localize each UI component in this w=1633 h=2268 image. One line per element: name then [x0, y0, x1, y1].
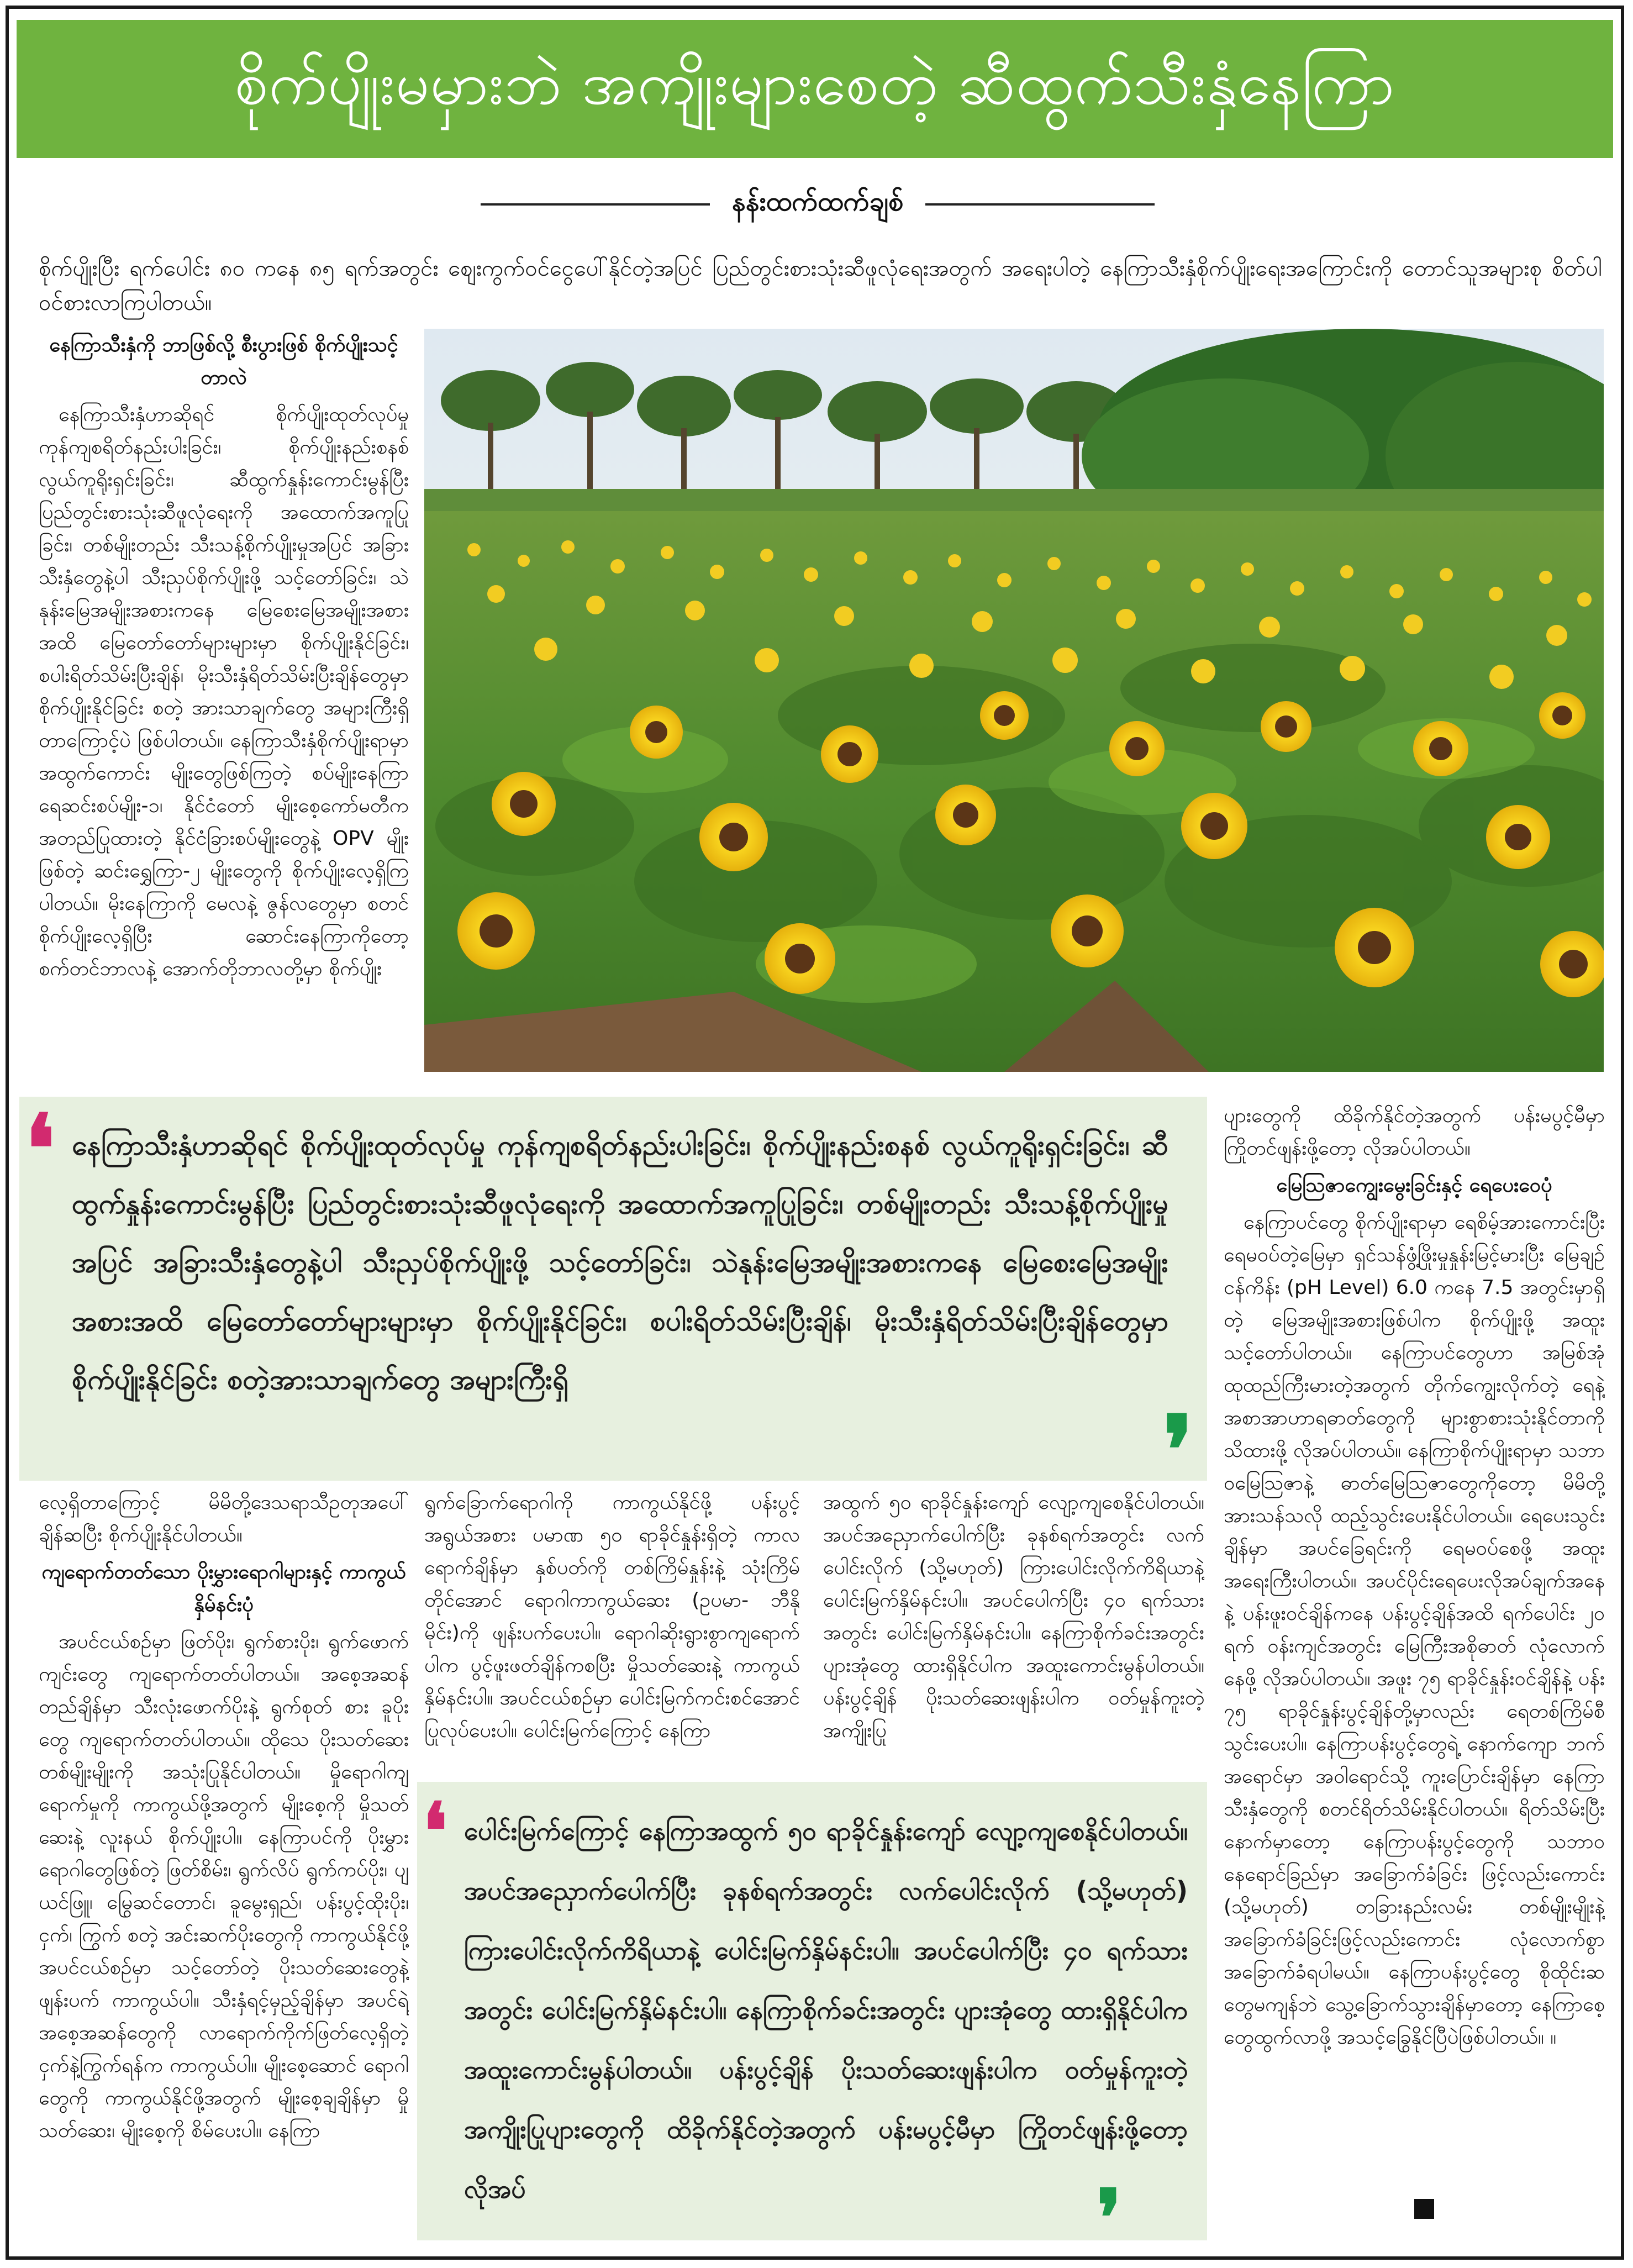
sunflower-field-illustration	[424, 329, 1604, 1072]
column-2-bottom	[424, 1486, 800, 1774]
quote-open-mark-2: ❛	[423, 1786, 448, 1877]
column-1-bottom-p1: လေ့ရှိတာကြောင့် မိမိတို့ဒေသရာသီဥတုအပေါ် ချိန်ဆပြီး စိုက်ပျိုးနိုင်ပါတယ်။	[39, 1491, 409, 1546]
article-end-mark	[1414, 2199, 1434, 2219]
pullquote-1	[19, 1094, 1207, 1506]
quote-close-mark-1: ❜	[1163, 1395, 1193, 1506]
column-3-bottom-body: အထွက် ၅၀ ရာခိုင်နှုန်းကျော် လျော့ကျစေနိုင်ပါတယ်။ အပင်အညှောက်ပေါက်ပြီး ခုနစ်ရက်အတွင်း လက်ပေါင်းလိုက် (သို့မဟုတ်) ကြားပေါင်းလိုက်ကိရိယာနဲ့ ပေါင်းမြက်နှိမ်နင်းပါ။ အပင်ပေါက်ပြီး ၄၀ ရက်သားအတွင်း ပေါင်းမြက်နှိမ်နင်းပါ။ နေကြာစိုက်ခင်းအတွင်း ပျားအုံတွေ ထားရှိနိုင်ပါက အထူးကောင်းမွန်ပါတယ်။ ပန်းပွင့်ချိန် ပိုးသတ်ဆေးဖျန်းပါက ဝတ်မှုန်ကူးတဲ့ အကျိုးပြု	[823, 1491, 1204, 1742]
author-byline: နန်းထက်ထက်ချစ်	[731, 186, 904, 217]
sunflower-field-photo	[424, 329, 1604, 1072]
column-1-bottom-p2: အပင်ငယ်စဉ်မှာ ဖြတ်ပိုး၊ ရွက်စားပိုး၊ ရွက်ဖောက်ကျင်းတွေ ကျရောက်တတ်ပါတယ်။ အစေ့အဆန်တည်ချိန်မှာ သီးလုံးဖောက်ပိုးနဲ့ ရွက်စုတ် စား ခူပိုးတွေ ကျရောက်တတ်ပါတယ်။ ထိုသေ ပိုးသတ်ဆေးတစ်မျိုးမျိုးကို အသုံးပြုနိုင်ပါတယ်။ မှိုရောဂါကျရောက်မှုကို ကာကွယ်ဖို့အတွက် မျိုးစေ့ကို မှိုသတ်ဆေးနဲ့ လူးနယ် စိုက်ပျိုးပါ။ နေကြာပင်ကို ပိုးမွှားရောဂါတွေဖြစ်တဲ့ ဖြတ်စိမ်း၊ ရွက်လိပ် ရွက်ကပ်ပိုး၊ ပျ ယင်ဖြူ၊ မြွေဆင်တောင်၊ ခူမွေးရှည်၊ ပန်းပွင့်ထိုးပိုး၊ ငှက်၊ ကြွက် စတဲ့ အင်းဆက်ပိုးတွေကို ကာကွယ်နိုင်ဖို့ အပင်ငယ်စဉ်မှာ သင့်တော်တဲ့ ပိုးသတ်ဆေးတွေနဲ့ ဖျန်းပက် ကာကွယ်ပါ။ သီးနှံရင့်မှည့်ချိန်မှာ အပင်ရဲ့ အစေ့အဆန်တွေကို လာရောက်ကိုက်ဖြတ်လေ့ရှိတဲ့ ငှက်နဲ့ကြွက်ရန်က ကာကွယ်ပါ။ မျိုးစေ့ဆောင် ရောဂါတွေကို ကာကွယ်နိုင်ဖို့အတွက် မျိုးစေ့ချချိန်မှာ မှိုသတ်ဆေး၊ မျိုးစေ့ကို စိမ်ပေးပါ။ နေကြာ	[39, 1630, 409, 2142]
section-heading-fertilizer-water: မြေဩဇာကျွေးမွေးခြင်းနှင့် ရေပေးဝေပုံ	[1276, 1174, 1552, 1197]
section-heading-pests: ကျရောက်တတ်သော ပိုးမွှားရောဂါများနှင့် ကာကွယ်နှိမ်နင်းပုံ	[41, 1561, 406, 1616]
title-banner	[17, 20, 1613, 158]
byline-rule-right	[925, 203, 1155, 206]
column-2-bottom-body: ရွက်ခြောက်ရောဂါကို ကာကွယ်နိုင်ဖို့ ပန်းပွင့်အရွယ်အစား ပမာဏ ၅၀ ရာခိုင်နှုန်းရှိတဲ့ ကာလ ရောက်ချိန်မှာ နှစ်ပတ်ကို တစ်ကြိမ်နှုန်းနဲ့ သုံးကြိမ်တိုင်အောင် ရောဂါကာကွယ်ဆေး (ဥပမာ- ဘီနိုမိုင်း)ကို ဖျန်းပက်ပေးပါ။ ရောဂါဆိုးရွားစွာကျရောက်ပါက ပွင့်ဖူးဖတ်ချိန်ကစပြီး မှိုသတ်ဆေးနဲ့ ကာကွယ်နှိမ်နင်းပါ။ အပင်ငယ်စဉ်မှာ ပေါင်းမြက်ကင်းစင်အောင်ပြုလုပ်ပေးပါ။ ပေါင်းမြက်ကြောင့် နေကြာ	[424, 1491, 800, 1742]
pullquote-2	[417, 1782, 1207, 2264]
column-3-bottom	[823, 1486, 1204, 1774]
column-4-p1: ပျားတွေကို ထိခိုက်နိုင်တဲ့အတွက် ပန်းမပွင့်မီမှာ ကြိုတင်ဖျန်းဖို့တော့ လိုအပ်ပါတယ်။	[1224, 1104, 1605, 1160]
intro-paragraph: စိုက်ပျိုးပြီး ရက်ပေါင်း ၈၀ ကနေ ၈၅ ရက်အတွင်း စျေးကွက်ဝင်ငွေပေါ်နိုင်တဲ့အပြင် ပြည်တွင်းစားသုံးဆီဖူလုံရေးအတွက် အရေးပါတဲ့ နေကြာသီးနှံစိုက်ပျိုးရေးအကြောင်းကို တောင်သူအများစု စိတ်ပါဝင်စားလာကြပါတယ်။	[39, 256, 1602, 315]
column-1-top-body: နေကြာသီးနှံဟာဆိုရင် စိုက်ပျိုးထုတ်လုပ်မှု ကုန်ကျစရိတ်နည်းပါးခြင်း၊ စိုက်ပျိုးနည်းစနစ် လွယ်ကူရိုးရှင်းခြင်း၊ ဆီထွက်နှုန်းကောင်းမွန်ပြီး ပြည်တွင်းစားသုံးဆီဖူလုံရေးကို အထောက်အကူပြုခြင်း၊ တစ်မျိုးတည်း သီးသန့်စိုက်ပျိုးမှုအပြင် အခြားသီးနှံတွေနဲ့ပါ သီးညှပ်စိုက်ပျိုးဖို့ သင့်တော်ခြင်း၊ သဲနုန်းမြေအမျိုးအစားကနေ မြေစေးမြေအမျိုးအစားအထိ မြေတော်တော်များများမှာ စိုက်ပျိုးနိုင်ခြင်း၊ စပါးရိတ်သိမ်းပြီးချိန်၊ မိုးသီးနှံရိတ်သိမ်းပြီးချိန်တွေမှာ စိုက်ပျိုးနိုင်ခြင်း စတဲ့ အားသာချက်တွေ အများကြီးရှိတာကြောင့်ပဲ ဖြစ်ပါတယ်။ နေကြာသီးနှံစိုက်ပျိုးရာမှာ အထွက်ကောင်း မျိုးတွေဖြစ်ကြတဲ့ စပ်မျိုးနေကြာ ရေဆင်းစပ်မျိုး-၁၊ နိုင်ငံတော် မျိုးစေ့ကော်မတီက အတည်ပြုထားတဲ့ နိုင်ငံခြားစပ်မျိုးတွေနဲ့ OPV မျိုးဖြစ်တဲ့ ဆင်းရွှေကြာ-၂ မျိုးတွေကို စိုက်ပျိုးလေ့ရှိကြပါတယ်။ မိုးနေကြာကို မေလနဲ့ ဇွန်လတွေမှာ စတင်စိုက်ပျိုးလေ့ရှိပြီး ဆောင်းနေကြာကိုတော့ စက်တင်ဘာလနဲ့ အောက်တိုဘာလတို့မှာ စိုက်ပျိုး	[39, 403, 409, 980]
pullquote-1-text: နေကြာသီးနှံဟာဆိုရင် စိုက်ပျိုးထုတ်လုပ်မှု ကုန်ကျစရိတ်နည်းပါးခြင်း၊ စိုက်ပျိုးနည်းစနစ် လွယ်ကူရိုးရှင်းခြင်း၊ ဆီထွက်နှုန်းကောင်းမွန်ပြီး ပြည်တွင်းစားသုံးဆီဖူလုံရေးကို အထောက်အကူပြုခြင်း၊ တစ်မျိုးတည်း သီးသန့်စိုက်ပျိုးမှုအပြင် အခြားသီးနှံတွေနဲ့ပါ သီးညှပ်စိုက်ပျိုးဖို့ သင့်တော်ခြင်း၊ သဲနုန်းမြေအမျိုးအစားကနေ မြေစေးမြေအမျိုးအစားအထိ မြေတော်တော်များများမှာ စိုက်ပျိုးနိုင်ခြင်း၊ စပါးရိတ်သိမ်းပြီးချိန်၊ မိုးသီးနှံရိတ်သိမ်းပြီးချိန်တွေမှာ စိုက်ပျိုးနိုင်ခြင်း စတဲ့အားသာချက်တွေ အများကြီးရှိ	[72, 1129, 1168, 1396]
pullquote-2-text: ပေါင်းမြက်ကြောင့် နေကြာအထွက် ၅၀ ရာခိုင်နှုန်းကျော် လျော့ကျစေနိုင်ပါတယ်။ အပင်အညှောက်ပေါက်ပြီး ခုနစ်ရက်အတွင်း လက်ပေါင်းလိုက် (သို့မဟုတ်) ကြားပေါင်းလိုက်ကိရိယာနဲ့ ပေါင်းမြက်နှိမ်နင်းပါ။ အပင်ပေါက်ပြီး ၄၀ ရက်သားအတွင်း ပေါင်းမြက်နှိမ်နင်းပါ။ နေကြာစိုက်ခင်းအတွင်း ပျားအုံတွေ ထားရှိနိုင်ပါက အထူးကောင်းမွန်ပါတယ်။ ပန်းပွင့်ချိန် ပိုးသတ်ဆေးဖျန်းပါက ဝတ်မှုန်ကူးတဲ့ အကျိုးပြုပျားတွေကို ထိခိုက်နိုင်တဲ့အတွက် ပန်းမပွင့်မီမှာ ကြိုတင်ဖျန်းဖို့တော့လိုအပ်	[464, 1816, 1188, 2204]
quote-open-mark-1: ❛	[25, 1094, 55, 1204]
column-4	[1224, 1099, 1605, 2238]
byline-row	[459, 185, 1177, 224]
quote-close-mark-2: ❜	[1097, 2173, 1122, 2264]
column-4-p2: နေကြာပင်တွေ စိုက်ပျိုးရာမှာ ရေစိမ့်အားကောင်းပြီး ရေမဝပ်တဲ့မြေမှာ ရှင်သန်ဖွံ့ဖြိုးမှုနှုန်းမြင့်မားပြီး မြေချဉ်ငန်ကိန်း (pH Level) 6.0 ကနေ 7.5 အတွင်းမှာရှိတဲ့ မြေအမျိုးအစားဖြစ်ပါက စိုက်ပျိုးဖို့ အထူးသင့်တော်ပါတယ်။ နေကြာပင်တွေဟာ အမြစ်အုံထုထည်ကြီးမားတဲ့အတွက် တိုက်ကျွေးလိုက်တဲ့ ရေနဲ့ အစာအာဟာရဓာတ်တွေကို များစွာစားသုံးနိုင်တာကို သိထားဖို့ လိုအပ်ပါတယ်။ နေကြာစိုက်ပျိုးရာမှာ သဘာဝမြေဩဇာနဲ့ ဓာတ်မြေဩဇာတွေကိုတော့ မိမိတို့အားသန်သလို ထည့်သွင်းပေးနိုင်ပါတယ်။ ရေပေးသွင်းချိန်မှာ အပင်ခြေရင်းကို ရေမဝပ်စေဖို့ အထူးအရေးကြီးပါတယ်။ အပင်ပိုင်းရေပေးလိုအပ်ချက်အနေနဲ့ ပန်းဖူးဝင်ချိန်ကနေ ပန်းပွင့်ချိန်အထိ ရက်ပေါင်း ၂၀ ရက် ဝန်းကျင်အတွင်း မြေကြီးအစိုဓာတ် လုံလောက်နေဖို့ လိုအပ်ပါတယ်။ အဖူး ၇၅ ရာခိုင်နှုန်းဝင်ချိန်နဲ့ ပန်း ၇၅ ရာခိုင်နှုန်းပွင့်ချိန်တို့မှာလည်း ရေတစ်ကြိမ်စီ သွင်းပေးပါ။ နေကြာပန်းပွင့်တွေရဲ့ နောက်ကျော ဘက်အရောင်မှာ အဝါရောင်သို့ ကူးပြောင်းချိန်မှာ နေကြာသီးနှံတွေကို စတင်ရိတ်သိမ်းနိုင်ပါတယ်။ ရိတ်သိမ်းပြီးနောက်မှာတော့ နေကြာပန်းပွင့်တွေကို သဘာဝနေရောင်ခြည်မှာ အခြောက်ခံခြင်း ဖြင့်လည်းကောင်း (သို့မဟုတ်) တခြားနည်းလမ်း တစ်မျိုးမျိုးနဲ့ အခြောက်ခံခြင်းဖြင့်လည်းကောင်း လုံလောက်စွာ အခြောက်ခံရပါမယ်။ နေကြာပန်းပွင့်တွေ စိုထိုင်းဆတွေမကျန်ဘဲ သွေ့ခြောက်သွားချိန်မှာတော့ နေကြာစေ့တွေထွက်လာဖို့ အသင့်ခြွေနိုင်ပြီပဲဖြစ်ပါတယ်။ ။	[1224, 1211, 1605, 2049]
byline-rule-left	[481, 203, 710, 206]
article-title: စိုက်ပျိုးမမှားဘဲ အကျိုးများစေတဲ့ ဆီထွက်သီးနှံနေကြာ	[234, 49, 1395, 118]
column-1-bottom	[39, 1486, 409, 2249]
section-heading-why-grow: နေကြာသီးနှံကို ဘာဖြစ်လို့ စီးပွားဖြစ် စိုက်ပျိုးသင့်တာလဲ	[49, 334, 398, 389]
column-1-top	[39, 329, 409, 1072]
